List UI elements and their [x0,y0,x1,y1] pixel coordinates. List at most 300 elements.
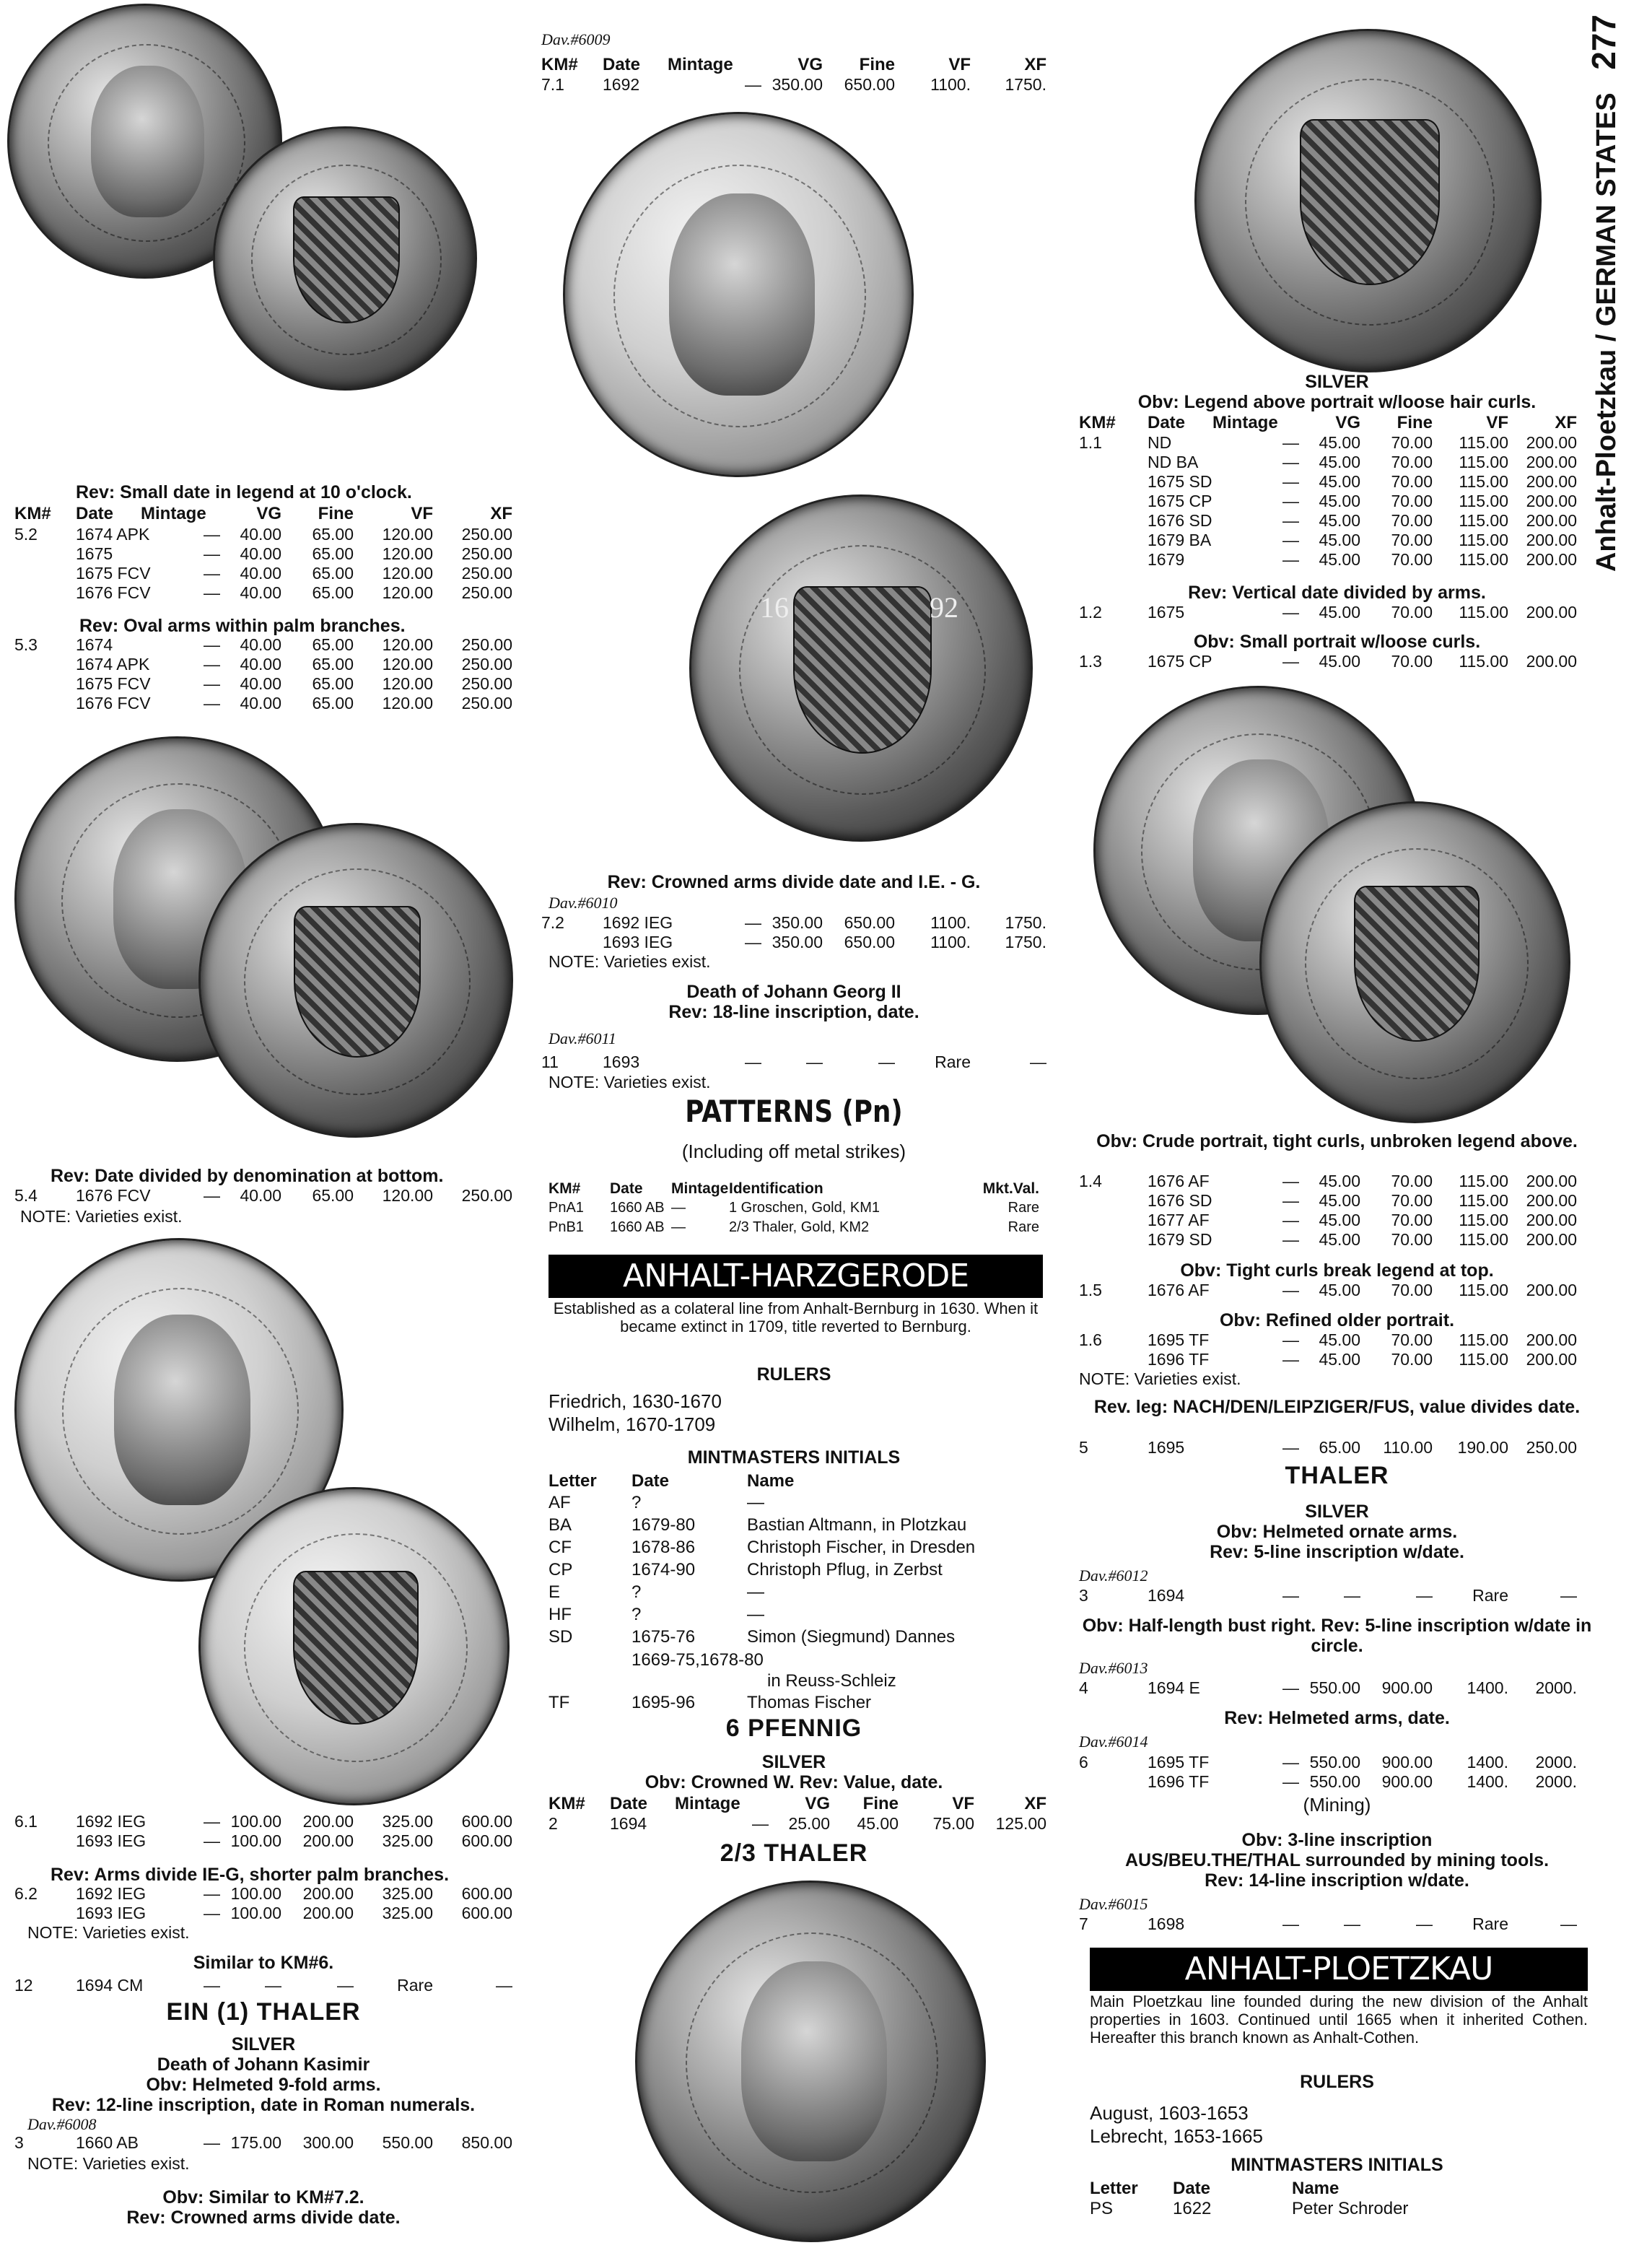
table-cell: 40.00 [240,544,281,563]
table-cell: 45.00 [1319,511,1360,530]
table-cell: 1693 IEG [76,1904,147,1922]
table-km72 [541,913,1046,952]
table-cell: 40.00 [240,655,281,674]
note-varieties: NOTE: Varieties exist. [20,1207,183,1226]
table-cell: — [204,694,220,712]
table-cell: 1693 IEG [603,933,673,951]
table-cell: 1400. [1467,1772,1508,1791]
table-cell: 200.00 [1526,1330,1577,1349]
table-cell: HF [549,1605,572,1624]
anhalt-ploetzkau-banner: ANHALT-PLOETZKAU [1090,1948,1588,1991]
table-cell: 1677 AF [1148,1211,1210,1229]
rev-5line: Rev: 5-line inscription w/date. [1210,1542,1464,1562]
table-cell: 1676 AF [1148,1281,1210,1299]
rev-crowned-divide: Rev: Crowned arms divide date. [126,2208,401,2228]
table-cell [1079,492,1148,511]
table-cell: 1694 CM [76,1976,144,1995]
table-cell: 120.00 [382,635,433,654]
table-km7-ploetzkau [1079,1914,1577,1934]
table-cell: 100.00 [230,1904,281,1922]
table-cell: 550.00 [1309,1753,1360,1772]
table-row [549,1814,1046,1834]
table-cell: — [1282,433,1299,452]
mintmaster-row [549,1581,1046,1603]
table-cell: 120.00 [382,525,433,544]
table-cell: — [1282,652,1299,671]
harzgerode-description: Established as a colateral line from Anhalt-Bernburg in 1630. When it became extinct in 1709, title reverted to Bernburg. [553,1299,1039,1335]
table-cell: 40.00 [240,635,281,654]
table-cell: 1676 FCV [76,583,151,602]
table-cell: 650.00 [844,75,895,94]
table-cell: 200.00 [1526,1350,1577,1369]
table-cell: 650.00 [844,933,895,951]
table-cell: 45.00 [1319,1191,1360,1210]
table-cell [541,933,603,952]
table-cell: — [1282,1678,1299,1697]
table-cell: 190.00 [1457,1438,1508,1457]
table-cell: — [204,1831,220,1850]
mintmasters-header: Letter Date Name [549,1471,795,1491]
pattern-row [549,1218,1046,1237]
table-cell: 1674-90 [631,1560,696,1579]
table-cell [1079,1211,1148,1230]
table-row [14,1976,512,1995]
table-cell: 45.00 [1319,652,1360,671]
table-cell: 600.00 [461,1904,512,1922]
table-cell: 1400. [1467,1753,1508,1772]
rev-helmeted-date: Rev: Helmeted arms, date. [1224,1708,1450,1728]
table-cell: 200.00 [302,1884,354,1903]
table-cell: 2 [549,1814,558,1833]
table-cell: 120.00 [382,1186,433,1205]
table-cell [14,655,76,674]
table-cell: — [1282,472,1299,491]
table-cell: 1679-80 [631,1515,696,1535]
table-cell: 900.00 [1381,1772,1433,1791]
table-cell: 1675 [1148,603,1185,622]
table-cell: 175.00 [230,2133,281,2152]
table-cell: 850.00 [461,2133,512,2152]
table-cell: — [1282,531,1299,549]
table-row [1079,1281,1577,1300]
table-cell: 40.00 [240,694,281,712]
table-cell: 250.00 [461,694,512,712]
table-cell: 1676 FCV [76,694,151,712]
table-cell: 6.1 [14,1812,38,1831]
table-cell: 1100. [930,75,971,94]
table-cell: 1693 IEG [76,1831,147,1850]
table-cell: 70.00 [1391,511,1433,530]
table-cell: Christoph Pflug, in Zerbst [747,1560,943,1579]
table-km11-ploetzkau [1079,433,1577,570]
table-cell: 200.00 [1526,492,1577,510]
table-row [1079,550,1577,570]
table-row [541,933,1046,952]
pattern-row [549,1198,1046,1218]
table-cell: 5.3 [14,635,38,654]
table-cell: — [1282,1350,1299,1369]
table-cell: — [1282,1281,1299,1299]
table-cell: ? [631,1582,642,1602]
table-cell: — [1282,1438,1299,1457]
table-cell: — [745,933,761,951]
table-cell: 70.00 [1391,453,1433,471]
table-cell: 120.00 [382,694,433,712]
obv-tight: Obv: Tight curls break legend at top. [1180,1260,1494,1281]
ploetzkau-description: Main Ploetzkau line founded during the new division of the Anhalt properties in 1603. Continued until 1665 when it inherited Cothen. Hereafter this branch known as Anhalt-Cothen. [1090,1992,1588,2047]
table-cell: 1675 [76,544,113,563]
table-cell: 650.00 [844,913,895,932]
table-km16-ploetzkau [1079,1330,1577,1369]
table-cell: 45.00 [1319,1230,1360,1249]
table-row [1079,1350,1577,1369]
table-cell: 1.3 [1079,652,1102,671]
table-row [14,564,512,583]
rev-date-divided: Rev: Date divided by denomination at bottom. [51,1166,444,1186]
note-varieties: NOTE: Varieties exist. [1079,1369,1241,1388]
table-cell: 45.00 [1319,1281,1360,1299]
table-row [14,674,512,694]
table-cell: 1679 [1148,550,1185,569]
table-cell: 1675-76 [631,1627,696,1647]
table-cell: 2000. [1535,1678,1577,1697]
table-cell: 250.00 [461,525,512,544]
rulers-heading: RULERS [756,1364,831,1385]
table-row [14,1884,512,1904]
table-cell: 1660 AB [610,1200,665,1216]
table-cell: Bastian Altmann, in Plotzkau [747,1515,967,1535]
table-cell: 45.00 [1319,603,1360,622]
table-km4-ploetzkau [1079,1678,1577,1698]
silver-label: SILVER [761,1752,826,1772]
table-km13-ploetzkau [1079,652,1577,671]
table-cell: 40.00 [240,1186,281,1205]
table-row [14,1812,512,1831]
ruler-august: August, 1603-1653 [1090,2102,1249,2124]
table-cell: — [745,913,761,932]
table-km15-ploetzkau [1079,1281,1577,1300]
table-km71 [541,75,1046,95]
table-row [1079,603,1577,622]
table-cell: 1.6 [1079,1330,1102,1349]
table-cell [1079,453,1148,472]
mm-sd-extra2: in Reuss-Schleiz [767,1671,896,1691]
table-cell: 200.00 [1526,652,1577,671]
table-cell: 1674 APK [76,525,150,544]
table-km3-ploetzkau [1079,1586,1577,1605]
table-cell: 1.2 [1079,603,1102,622]
death-georg: Death of Johann Georg II [686,982,901,1002]
table-cell: — [1416,1914,1433,1933]
table-cell: 350.00 [772,913,823,932]
ruler-friedrich: Friedrich, 1630-1670 [549,1390,722,1412]
table-cell: 115.00 [1459,511,1508,530]
table-cell: — [745,75,761,94]
coin-date-left: 16 [760,591,789,624]
table-cell: — [204,1884,220,1903]
table-row [1079,472,1577,492]
table-cell: — [1344,1914,1360,1933]
table-row [1079,1438,1577,1457]
table-cell: 1678-86 [631,1538,696,1557]
table-cell: 1676 AF [1148,1172,1210,1190]
table-cell: SD [549,1627,573,1647]
table-cell: AF [549,1493,571,1512]
table-km11 [541,1053,1046,1072]
table-cell: — [204,525,220,544]
table-cell: 900.00 [1381,1678,1433,1697]
table-cell: 1675 CP [1148,652,1212,671]
table-row [541,75,1046,95]
table-row [1079,1678,1577,1698]
table-cell: 1695 TF [1148,1330,1210,1349]
table-cell: 1676 SD [1148,511,1212,530]
table-cell: 115.00 [1459,652,1508,671]
table-cell: 45.00 [1319,433,1360,452]
table-cell: 325.00 [382,1904,433,1922]
table-cell: 70.00 [1391,550,1433,569]
table-km54 [14,1186,512,1206]
table-cell: — [204,1186,220,1205]
obv-small: Obv: Small portrait w/loose curls. [1193,632,1481,652]
table-cell: 65.00 [312,655,354,674]
table-cell: 300.00 [302,2133,354,2152]
table-header: KM# Date Mintage VG Fine VF XF [541,55,1046,74]
table-cell: 45.00 [1319,531,1360,549]
table-cell: 1676 FCV [76,1186,151,1205]
table-km5-ploetzkau [1079,1438,1577,1457]
silver-label: SILVER [1305,1502,1369,1522]
table-cell: 1100. [930,933,971,951]
table-cell [14,694,76,713]
table-cell: 3 [14,2133,24,2152]
mining-label: (Mining) [1303,1794,1371,1816]
obv-crude: Obv: Crude portrait, tight curls, unbroken legend above. [1096,1131,1578,1151]
table-cell: 115.00 [1459,1211,1508,1229]
table-km61 [14,1812,512,1851]
table-cell: — [671,1219,686,1235]
mintmaster-row [549,1603,1046,1626]
table-cell: 65.00 [312,583,354,602]
table-cell: 40.00 [240,674,281,693]
thaler-heading: THALER [1285,1462,1389,1489]
rev-oval: Rev: Oval arms within palm branches. [79,616,406,636]
mintmaster-row [549,1514,1046,1536]
table-km6-ploetzkau [1079,1753,1577,1792]
table-cell: 1694 [1148,1586,1185,1605]
table-cell: 1 Groschen, Gold, KM1 [729,1200,880,1216]
ruler-wilhelm: Wilhelm, 1670-1709 [549,1413,716,1435]
table-row [1079,1753,1577,1772]
patterns-subheading: (Including off metal strikes) [681,1141,906,1162]
table-cell: 115.00 [1459,1230,1508,1249]
table-cell: 65.00 [312,544,354,563]
table-cell: 2000. [1535,1753,1577,1772]
table-cell: 115.00 [1459,1281,1508,1299]
table-cell: Rare [1008,1200,1039,1216]
table-cell: 1750. [1005,913,1046,932]
table-cell: 25.00 [788,1814,830,1833]
table-cell: 200.00 [1526,472,1577,491]
table-cell: 40.00 [240,525,281,544]
table-cell: 1679 SD [1148,1230,1212,1249]
obv-similar: Obv: Similar to KM#7.2. [162,2187,364,2208]
mintmaster-row [549,1626,1046,1648]
table-cell: 120.00 [382,655,433,674]
table-row [14,655,512,674]
table-cell: 70.00 [1391,433,1433,452]
table-cell: — [204,564,220,583]
table-cell: 125.00 [995,1814,1046,1833]
table-cell: 250.00 [461,564,512,583]
table-row [1079,531,1577,550]
rev-14line: Rev: 14-line inscription w/date. [1205,1870,1469,1891]
table-cell: — [747,1605,764,1624]
table-cell: — [204,1976,220,1995]
table-cell: — [747,1493,764,1512]
table-cell: — [1282,1191,1299,1210]
table-cell: 65.00 [312,674,354,693]
table-cell: — [1282,492,1299,510]
table-cell: 7 [1079,1914,1088,1933]
note-varieties: NOTE: Varieties exist. [27,1923,190,1942]
table-cell: 1.1 [1079,433,1102,452]
obv-legend: Obv: Legend above portrait w/loose hair curls. [1137,392,1537,412]
table-cell: ND BA [1148,453,1199,471]
table-cell: — [204,655,220,674]
table-cell: 65.00 [312,1186,354,1205]
table-cell: 70.00 [1391,652,1433,671]
mintmasters-heading: MINTMASTERS INITIALS [1231,2155,1443,2175]
table-cell: ND [1148,433,1172,452]
table-cell: 70.00 [1391,531,1433,549]
table-cell: 1692 IEG [76,1812,147,1831]
table-cell: 1750. [1005,933,1046,951]
ein-thaler-heading: EIN (1) THALER [166,1998,361,2026]
table-cell [14,583,76,603]
table-cell: 70.00 [1391,603,1433,622]
table-cell: 70.00 [1391,1230,1433,1249]
table-cell: Rare [397,1976,433,1995]
table-cell: — [752,1814,769,1833]
table-cell: 120.00 [382,564,433,583]
side-running-header [1584,14,1642,578]
table-row [1079,1586,1577,1605]
table-cell: — [1560,1586,1577,1605]
death-kasimir: Death of Johann Kasimir [157,2054,370,2075]
table-cell: ? [631,1493,642,1512]
table-cell: 75.00 [932,1814,974,1833]
table-cell: Rare [1472,1586,1508,1605]
table-cell: 250.00 [461,583,512,602]
aus-beu: AUS/BEU.THE/THAL surrounded by mining tools. [1124,1850,1550,1870]
mintmaster-row: TF 1695-96 Thomas Fischer [549,1693,872,1712]
table-cell: 70.00 [1391,1330,1433,1349]
table-row [14,694,512,713]
table-cell: 1695 TF [1148,1753,1210,1772]
table-cell: 250.00 [461,1186,512,1205]
table-cell: — [1560,1914,1577,1933]
table-cell: 12 [14,1976,33,1995]
pattern-table [549,1198,1046,1237]
table-cell: 550.00 [1309,1678,1360,1697]
table-cell: — [204,583,220,602]
table-cell: 65.00 [1319,1438,1360,1457]
mintmasters-table [549,1491,1046,1648]
table-cell: — [204,674,220,693]
table-cell: — [1282,1772,1299,1791]
table-km12 [14,1976,512,1995]
table-cell: 1694 [610,1814,647,1833]
table-cell: 65.00 [312,525,354,544]
table-cell: 45.00 [1319,1350,1360,1369]
coin-image-reverse [1194,29,1542,372]
table-cell: 115.00 [1459,453,1508,471]
table-header: KM# Date Mintage VG Fine VF XF [14,504,512,523]
coin-image-reverse [198,1487,510,1805]
table-cell: 1100. [930,913,971,932]
table-cell: 70.00 [1391,472,1433,491]
dav-number: Dav.#6015 [1079,1895,1148,1913]
table-cell: 120.00 [382,544,433,563]
silver-label: SILVER [231,2034,296,2054]
table-cell: 5 [1079,1438,1088,1457]
table-cell: 1698 [1148,1914,1185,1933]
table-cell: — [1030,1053,1046,1071]
dav-number: Dav.#6014 [1079,1733,1148,1751]
table-cell: 200.00 [1526,603,1577,622]
table-cell: 325.00 [382,1884,433,1903]
table-cell: 200.00 [1526,531,1577,549]
table-cell: — [1344,1586,1360,1605]
table-cell [14,1904,76,1923]
coin-image-obverse [635,1881,986,2242]
table-cell: 115.00 [1459,472,1508,491]
table-cell: 115.00 [1459,550,1508,569]
table-km62 [14,1884,512,1923]
table-row [1079,453,1577,472]
table-cell: — [671,1200,686,1216]
table-cell: — [204,1812,220,1831]
table-cell: 6 [1079,1753,1088,1772]
table-cell [1079,1230,1148,1250]
table-cell: 45.00 [857,1814,899,1833]
table-cell [14,674,76,694]
dav-number: Dav.#6010 [549,894,618,912]
table-row [1079,1172,1577,1191]
table-cell: 4 [1079,1678,1088,1697]
silver-label: SILVER [1305,372,1369,392]
coin-image-reverse [198,823,513,1138]
table-row [14,2133,512,2153]
table-cell: 115.00 [1459,531,1508,549]
table-cell [1079,1772,1148,1792]
table-cell: CF [549,1538,572,1557]
table-cell: — [1282,1914,1299,1933]
table-cell: — [1282,1330,1299,1349]
mintmaster-row [549,1491,1046,1514]
table-cell: 325.00 [382,1831,433,1850]
table-cell: 1674 APK [76,655,150,674]
rev-leg: Rev. leg: NACH/DEN/LEIPZIGER/FUS, value divides date. [1093,1397,1581,1417]
table-row [1079,1772,1577,1792]
two-thirds-thaler-heading: 2/3 THALER [720,1839,868,1867]
table-cell: 200.00 [302,1904,354,1922]
anhalt-harzgerode-banner: ANHALT-HARZGERODE [549,1255,1043,1298]
table-cell: 7.1 [541,75,564,94]
table-cell: 350.00 [772,75,823,94]
dav-number: Dav.#6012 [1079,1566,1148,1585]
